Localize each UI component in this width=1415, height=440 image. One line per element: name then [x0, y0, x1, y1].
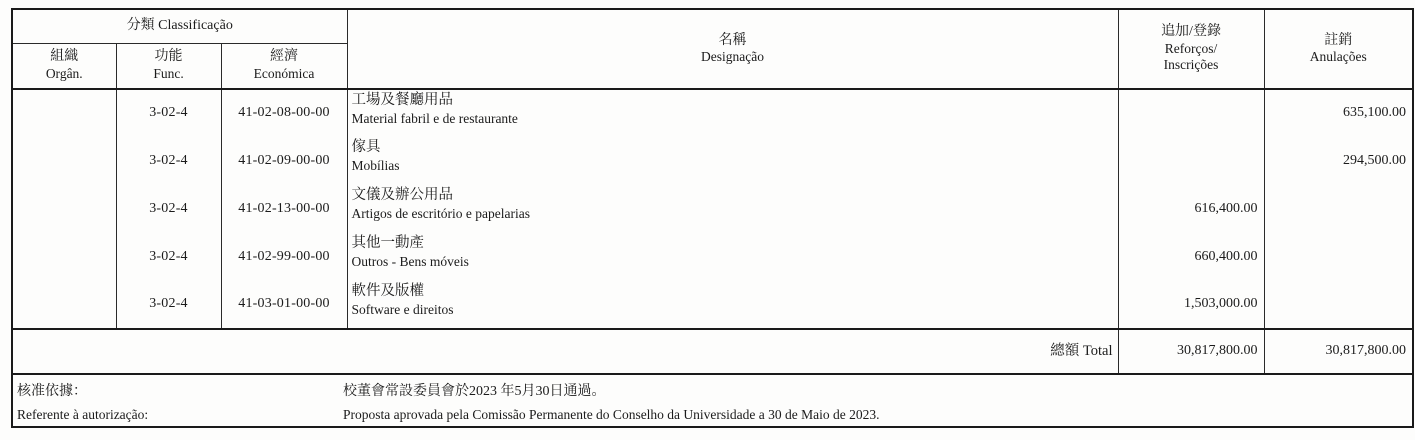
- annulment-amount-cell: 635,100.00: [1264, 89, 1413, 137]
- total-label: 總額 Total: [12, 329, 1118, 374]
- designation-header-zh: 名稱: [718, 32, 747, 48]
- designation-zh: 工場及餐廳用品: [351, 92, 454, 108]
- designation-zh: 文儀及辦公用品: [351, 187, 454, 203]
- reinforcements-header-pt2: Inscrições: [1163, 57, 1219, 73]
- designation-cell: [347, 233, 1118, 281]
- annulments-column-header: [1264, 9, 1413, 89]
- designation-cell: [347, 137, 1118, 185]
- designation-pt: Outros - Bens móveis: [351, 254, 469, 269]
- func-code-cell: 3-02-4: [116, 281, 221, 329]
- econ-code-cell: 41-02-08-00-00: [221, 89, 347, 137]
- reinforcement-amount-cell: [1118, 137, 1264, 185]
- designation-cell: [347, 185, 1118, 233]
- econ-code-cell: 41-03-01-00-00: [221, 281, 347, 329]
- reinforcement-amount-cell: 660,400.00: [1118, 233, 1264, 281]
- org-code-cell: [12, 281, 116, 329]
- total-row: [12, 329, 1413, 374]
- org-code-cell: [12, 185, 116, 233]
- econ-code-cell: 41-02-13-00-00: [221, 185, 347, 233]
- table-row: [12, 89, 1413, 137]
- econ-code-cell: 41-02-09-00-00: [221, 137, 347, 185]
- designation-cell: [347, 281, 1118, 329]
- annulment-amount-cell: [1264, 233, 1413, 281]
- total-annulment-amount: 30,817,800.00: [1264, 329, 1413, 374]
- func-code-cell: 3-02-4: [116, 233, 221, 281]
- func-header-pt: Func.: [153, 66, 184, 82]
- designation-pt: Mobílias: [351, 158, 400, 173]
- authorization-label-zh: 核准依據：: [17, 384, 87, 399]
- designation-zh: 軟件及版權: [351, 283, 425, 299]
- econ-code-cell: 41-02-99-00-00: [221, 233, 347, 281]
- func-column-header: [116, 43, 221, 89]
- authorization-footer-cell: [12, 374, 1413, 427]
- org-code-cell: [12, 89, 116, 137]
- econ-header-zh: 經濟: [270, 49, 298, 65]
- econ-column-header: [221, 43, 347, 89]
- reinforcement-amount-cell: 1,503,000.00: [1118, 281, 1264, 329]
- table-row: [12, 233, 1413, 281]
- authorization-label-pt: Referente à autorização:: [17, 407, 149, 422]
- reinforcement-amount-cell: [1118, 89, 1264, 137]
- func-header-zh: 功能: [154, 49, 183, 65]
- reinforcements-header-zh: 追加/登錄: [1161, 24, 1221, 40]
- designation-pt: Software e direitos: [351, 302, 454, 317]
- total-reinforcement-amount: 30,817,800.00: [1118, 329, 1264, 374]
- authorization-footer-row: [12, 374, 1413, 427]
- func-code-cell: 3-02-4: [116, 89, 221, 137]
- annulment-amount-cell: [1264, 281, 1413, 329]
- annulments-header-zh: 註銷: [1324, 32, 1353, 48]
- designation-cell: [347, 89, 1118, 137]
- designation-zh: 其他一動產: [351, 235, 425, 251]
- table-row: [12, 281, 1413, 329]
- authorization-text-block: [343, 380, 1412, 426]
- designation-header-pt: Designação: [701, 49, 764, 65]
- authorization-label-block: [13, 380, 343, 426]
- designation-pt: Material fabril e de restaurante: [351, 111, 518, 126]
- annulment-amount-cell: 294,500.00: [1264, 137, 1413, 185]
- annulment-amount-cell: [1264, 185, 1413, 233]
- func-code-cell: 3-02-4: [116, 137, 221, 185]
- econ-header-pt: Económica: [253, 66, 315, 82]
- org-column-header: [12, 43, 116, 89]
- budget-amendment-table: [11, 8, 1414, 428]
- reinforcement-amount-cell: 616,400.00: [1118, 185, 1264, 233]
- org-header-pt: Orgân.: [45, 66, 83, 82]
- func-code-cell: 3-02-4: [116, 185, 221, 233]
- org-header-zh: 組織: [50, 49, 79, 65]
- classification-group-header: 分類 Classificação: [12, 9, 347, 43]
- org-code-cell: [12, 233, 116, 281]
- org-code-cell: [12, 137, 116, 185]
- designation-pt: Artigos de escritório e papelarias: [351, 206, 530, 221]
- annulments-header-pt: Anulações: [1309, 49, 1367, 65]
- reinforcements-header-pt1: Reforços/: [1164, 41, 1218, 57]
- authorization-text-zh: 校董會常設委員會於2023 年5月30日通過。: [343, 384, 606, 399]
- designation-column-header: [347, 9, 1118, 89]
- table-row: [12, 185, 1413, 233]
- designation-zh: 傢具: [351, 139, 381, 155]
- reinforcements-column-header: [1118, 9, 1264, 89]
- authorization-text-pt: Proposta aprovada pela Comissão Permanente do Conselho da Universidade a 30 de Maio de 2023.: [343, 407, 880, 422]
- table-row: [12, 137, 1413, 185]
